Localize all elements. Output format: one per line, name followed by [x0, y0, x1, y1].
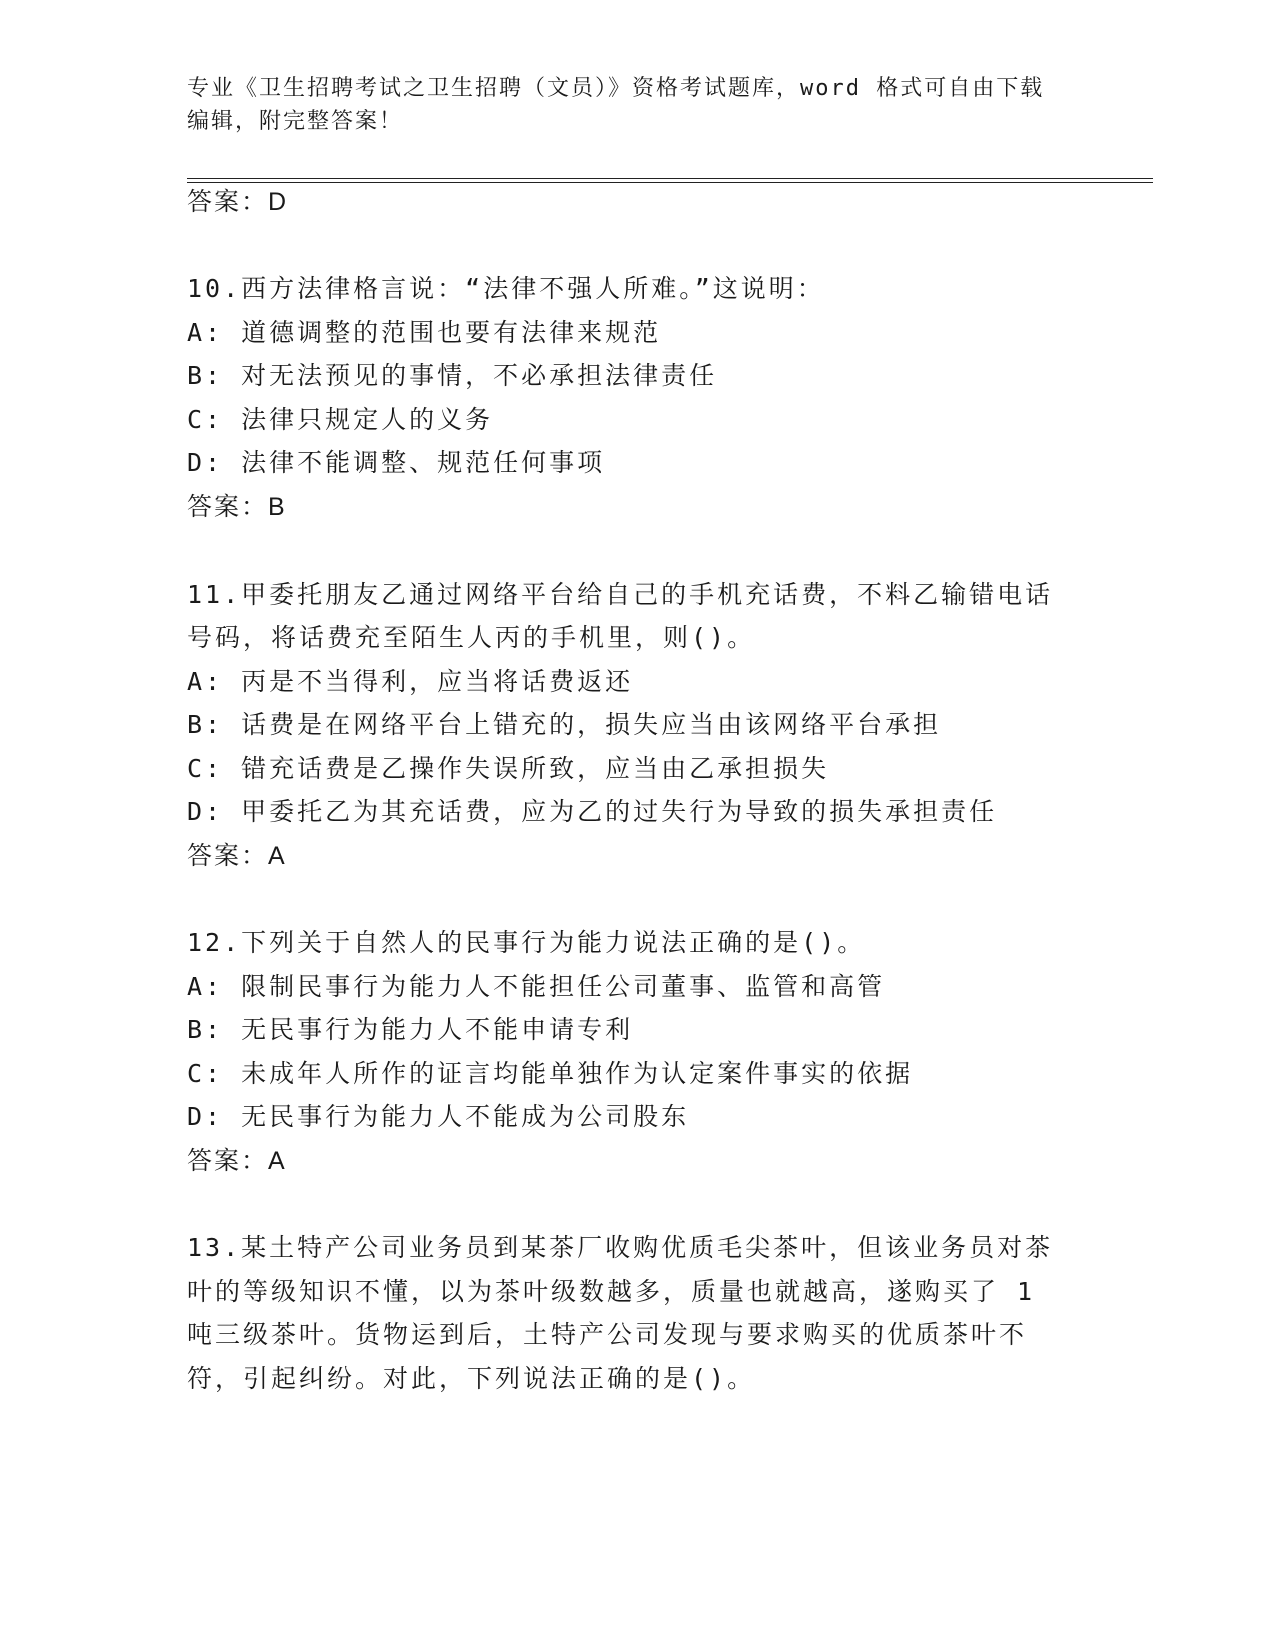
question-stem-13-line-2: 叶的等级知识不懂，以为茶叶级数越多，质量也就越高，遂购买了 1: [187, 1277, 1036, 1306]
option-c-11: C: 错充话费是乙操作失误所致，应当由乙承担损失: [187, 754, 830, 783]
option-b-10: B: 对无法预见的事情，不必承担法律责任: [187, 361, 718, 390]
option-b-12: B: 无民事行为能力人不能申请专利: [187, 1015, 634, 1044]
option-d-12: D: 无民事行为能力人不能成为公司股东: [187, 1102, 690, 1131]
option-d-11: D: 甲委托乙为其充话费，应为乙的过失行为导致的损失承担责任: [187, 797, 998, 826]
option-c-12: C: 未成年人所作的证言均能单独作为认定案件事实的依据: [187, 1059, 914, 1088]
question-stem-12: 12.下列关于自然人的民事行为能力说法正确的是()。: [187, 928, 866, 957]
header-line-2: 编辑，附完整答案！: [187, 109, 404, 134]
question-stem-13-line-1: 13.某土特产公司业务员到某茶厂收购优质毛尖茶叶，但该业务员对茶: [187, 1233, 1054, 1262]
header-divider-top: [187, 178, 1153, 179]
question-stem-11-line-1: 11.甲委托朋友乙通过网络平台给自己的手机充话费，不料乙输错电话: [187, 580, 1054, 609]
option-a-10: A: 道德调整的范围也要有法律来规范: [187, 318, 662, 347]
option-a-12: A: 限制民事行为能力人不能担任公司董事、监管和高管: [187, 972, 886, 1001]
option-b-11: B: 话费是在网络平台上错充的，损失应当由该网络平台承担: [187, 710, 942, 739]
header-divider-bottom: [187, 182, 1153, 183]
question-stem-10: 10.西方法律格言说：“法律不强人所难。”这说明：: [187, 274, 825, 303]
document-header: [187, 72, 1087, 138]
option-d-10: D: 法律不能调整、规范任何事项: [187, 448, 606, 477]
question-stem-13-line-4: 符，引起纠纷。对此，下列说法正确的是()。: [187, 1364, 756, 1393]
answer-line-10: 答案：B: [187, 493, 287, 521]
answer-line: 答案：D: [187, 188, 289, 216]
option-a-11: A: 丙是不当得利，应当将话费返还: [187, 667, 634, 696]
question-stem-11-line-2: 号码，将话费充至陌生人丙的手机里，则()。: [187, 623, 756, 652]
answer-line-11: 答案：A: [187, 842, 287, 870]
header-line-1: 专业《卫生招聘考试之卫生招聘（文员）》资格考试题库，word 格式可自由下载: [187, 76, 1045, 101]
answer-line-12: 答案：A: [187, 1147, 287, 1175]
question-stem-13-line-3: 吨三级茶叶。货物运到后，土特产公司发现与要求购买的优质茶叶不: [187, 1320, 1028, 1349]
option-c-10: C: 法律只规定人的义务: [187, 405, 494, 434]
